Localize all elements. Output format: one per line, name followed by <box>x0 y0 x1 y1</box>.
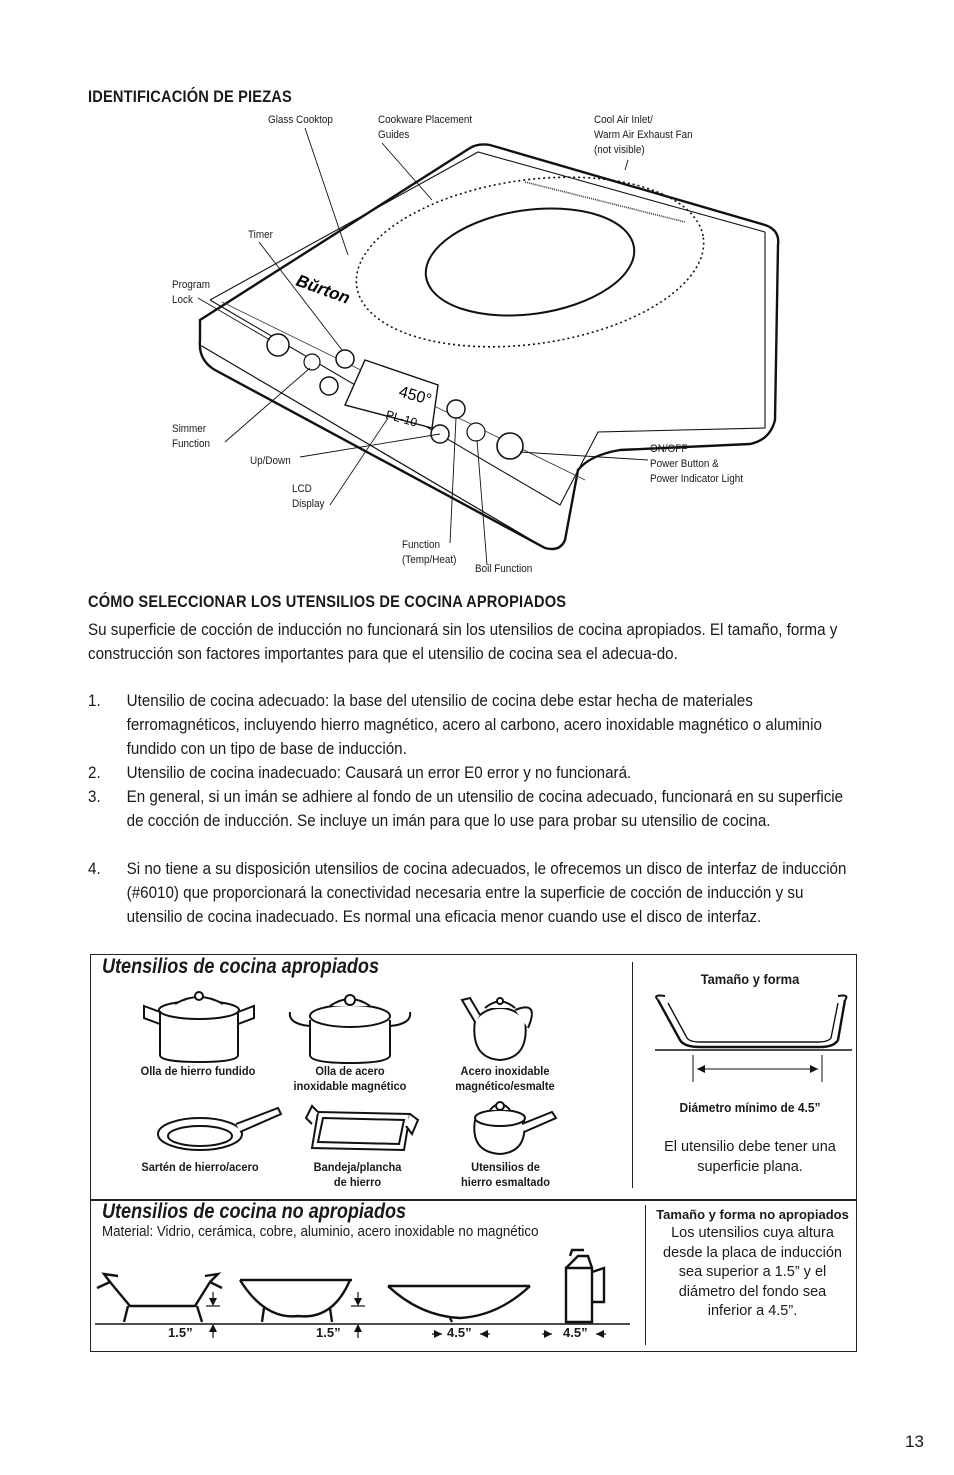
suitable-title: Utensilios de cocina apropiados <box>102 955 379 978</box>
dim-label: 1.5” <box>168 1325 193 1340</box>
label-boil: Boil Function <box>475 563 533 575</box>
unsuitable-side-panel <box>655 1205 850 1322</box>
flat-surface-note: El utensilio debe tener una superficie plana. <box>664 1139 836 1175</box>
section-title-cookware: CÓMO SELECCIONAR LOS UTENSILIOS DE COCINA APROPIADOS <box>88 592 567 611</box>
unsuitable-side-title: Tamaño y forma no apropiados <box>656 1207 849 1222</box>
divider <box>645 1205 646 1345</box>
list-item: 2. Utensilio de cocina inadecuado: Causará un error E0 error y no funcionará. <box>88 764 632 782</box>
label-program-lock: Program Lock <box>172 279 210 306</box>
caption: Olla de hierro fundido <box>140 1064 256 1078</box>
material-line: Material: Vidrio, cerámica, cobre, aluminio, acero inoxidable no magnético <box>102 1224 539 1240</box>
label-simmer: Simmer Function <box>172 423 210 450</box>
svg-text:450°: 450° <box>396 383 434 409</box>
caption: Sartén de hierro/acero <box>141 1160 259 1174</box>
dim-label: 1.5” <box>316 1325 341 1340</box>
min-diameter-label: Diámetro mínimo de 4.5” <box>679 1100 821 1115</box>
size-shape-title: Tamaño y forma <box>700 971 800 987</box>
intro-paragraph: Su superficie de cocción de inducción no funcionará sin los utensilios de cocina apropiados. El tamaño, forma y construcción son factores importantes para que el utensilio de cocina sea el adecua-do. <box>88 621 838 663</box>
brand-logo: Bŭrton <box>293 270 353 308</box>
label-placement-guides: Cookware Placement Guides <box>378 114 473 141</box>
label-up-down: Up/Down <box>250 455 291 467</box>
divider <box>632 962 633 1188</box>
caption: Acero inoxidable magnético/esmalte <box>455 1064 555 1093</box>
label-function: Function (Temp/Heat) <box>402 539 457 566</box>
label-on-off: ON/OFF Power Button & Power Indicator Light <box>650 443 744 485</box>
label-glass-cooktop: Glass Cooktop <box>268 114 333 126</box>
label-lcd: LCD Display <box>292 483 325 510</box>
list-item: 4. Si no tiene a su disposición utensilios de cocina adecuados, le ofrecemos un disco de interfaz de inducción (#6010) que proporcionará la conectividad necesaria entre la superficie de cocción de inducción y su utensilio de cocina inadecuado. Es normal una eficacia menor cuando use el disco de interfaz. <box>88 860 847 926</box>
caption: Olla de acero inoxidable magnético <box>293 1064 407 1093</box>
section-title-parts: IDENTIFICACIÓN DE PIEZAS <box>88 87 292 106</box>
label-timer: Timer <box>248 229 273 241</box>
dim-label: 4.5” <box>447 1325 472 1340</box>
dim-label: 4.5” <box>563 1325 588 1340</box>
caption: Utensilios de hierro esmaltado <box>461 1160 550 1189</box>
unsuitable-side-text: Los utensilios cuya altura desde la placa de inducción sea superior a 1.5” y el diámetro del fondo sea inferior a 4.5”. <box>663 1225 842 1319</box>
svg-text:PL-10: PL-10 <box>384 407 419 430</box>
page-number: 13 <box>905 1432 924 1451</box>
unsuitable-title: Utensilios de cocina no apropiados <box>102 1200 407 1223</box>
label-cool-air: Cool Air Inlet/ Warm Air Exhaust Fan (not visible) <box>594 114 693 156</box>
list-item: 3. En general, si un imán se adhiere al fondo de un utensilio de cocina adecuado, funcionará en su superficie de cocción de inducción. Se incluye un imán para que lo use para probar su utensilio de cocina. <box>88 788 844 830</box>
list-item: 1. Utensilio de cocina adecuado: la base del utensilio de cocina debe estar hecha de materiales ferromagnéticos, incluyendo hierro magnético, acero al carbono, acero inoxidable magnético o aluminio fundido con un tipo de base de inducción. <box>88 692 822 758</box>
cooktop-illustration <box>160 100 800 585</box>
pan-diameter-diagram <box>652 992 852 1082</box>
caption: Bandeja/plancha de hierro <box>313 1160 402 1189</box>
